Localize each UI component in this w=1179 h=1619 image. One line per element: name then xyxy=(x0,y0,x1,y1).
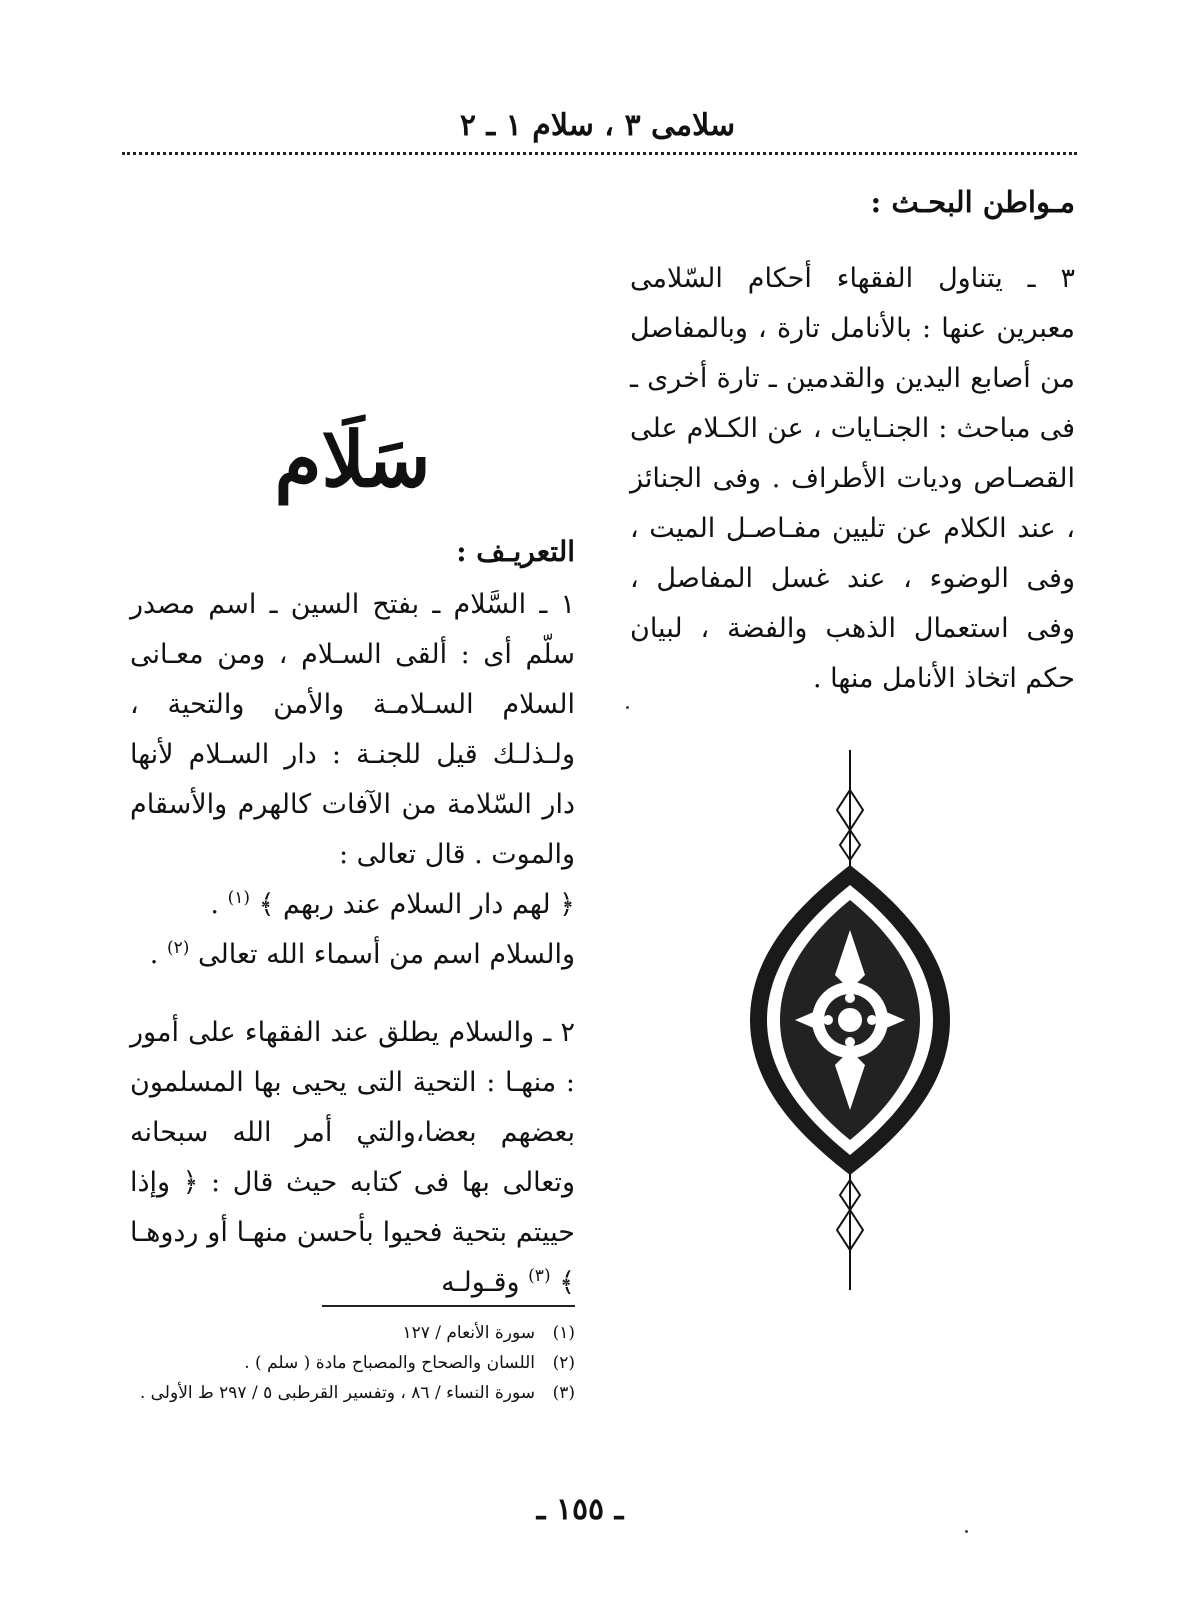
footnote-ref-1: (١) xyxy=(227,888,251,908)
left-column xyxy=(130,410,575,1308)
dotted-rule xyxy=(122,152,1077,155)
entry-title: سَلَام xyxy=(274,415,431,504)
paragraph-1 xyxy=(130,580,575,980)
footnotes xyxy=(130,1318,575,1408)
paragraph-1-tail: والسلام اسم من أسماء الله تعالى xyxy=(198,939,575,970)
scan-speck xyxy=(626,706,629,709)
right-column xyxy=(630,180,1075,704)
paragraph-2 xyxy=(130,1008,575,1308)
decorative-ornament-icon xyxy=(745,750,955,1290)
quote-end-mark: . xyxy=(210,889,219,920)
footnote-number: (٣) xyxy=(552,1383,575,1403)
footnote-text: سورة النساء / ٨٦ ، وتفسير القرطبى ٥ / ٢٩٧ ط الأولى . xyxy=(139,1383,535,1403)
footnote-separator xyxy=(322,1305,575,1307)
footnote-text: اللسان والصحاح والمصباح مادة ( سلم ) . xyxy=(244,1353,535,1373)
footnote-ref-3: (٣) xyxy=(528,1266,551,1286)
footnote-number: (٢) xyxy=(552,1353,575,1373)
paragraph-2-end: وقـولـه xyxy=(441,1267,520,1298)
section-heading-research-places: مـواطن البحـث : xyxy=(870,185,1075,219)
definition-heading: التعريـف : xyxy=(456,535,575,568)
footnote-item xyxy=(130,1348,575,1378)
paragraph-3: ٣ ـ يتناول الفقهاء أحكام السّلامى معبرين عنها : بالأنامل تارة ، وبالمفاصل من أصابع اليدين والقدمين ـ تارة أخرى ـ فى مباحث : الجنـايات ، عن الكـلام على القصـاص وديات الأطراف . وفى الجنائز ، عند الكلام عن تليين مفـاصـل الميت ، وفى الوضوء ، عند غسل المفاصل ، وفى استعمال الذهب والفضة ، لبيان حكم اتخاذ الأنامل منها . xyxy=(630,263,1075,694)
footnote-item xyxy=(130,1378,575,1408)
tail-end-mark: . xyxy=(149,939,159,970)
quote-verse: ﴿ لهم دار السلام عند ربهم ﴾ xyxy=(258,889,575,920)
footnote-number: (١) xyxy=(552,1323,575,1343)
scan-speck xyxy=(965,1530,968,1533)
footnote-text: سورة الأنعام / ١٢٧ xyxy=(402,1323,535,1343)
paragraph-2-text: ٢ ـ والسلام يطلق عند الفقهاء على أمور : منهـا : التحية التى يحيى بها المسلمون بعضهم بعضا،والتي أمر الله سبحانه وتعالى بها فى كتابه حيث قال : ﴿ وإذا حييتم بتحية فحيوا بأحسن منهـا أو ردوهـا ﴾ xyxy=(130,1017,575,1298)
paragraph-1-text: ١ ـ السَّلام ـ بفتح السين ـ اسم مصدر سلّم أى : ألقى السـلام ، ومن معـانى السلام السـلامـة والأمن والتحية ، ولـذلـك قيل للجنـة : دار السـلام لأنها دار السّلامة من الآفات كالهرم والأسقام والموت . قال تعالى : xyxy=(130,589,575,870)
footnote-ref-2: (٢) xyxy=(166,938,190,958)
footnote-item xyxy=(130,1318,575,1348)
page-number: ـ ١٥٥ ـ xyxy=(536,1492,624,1527)
running-head: سلامى ٣ ، سلام ١ ـ ٢ xyxy=(459,108,736,143)
